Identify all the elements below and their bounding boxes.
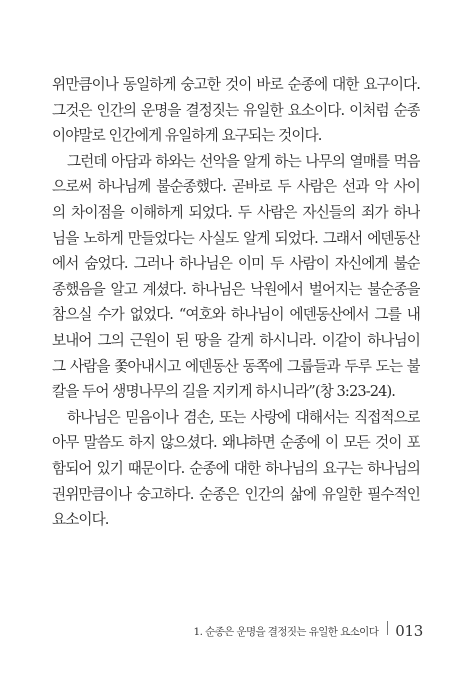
- body-line: 함되어 있기 때문이다. 순종에 대한 하나님의 요구는 하나님의: [52, 459, 420, 477]
- body-line: 으로써 하나님께 불순종했다. 곧바로 두 사람은 선과 악 사이: [52, 178, 420, 196]
- body-line: 위만큼이나 동일하게 숭고한 것이 바로 순종에 대한 요구이다.: [52, 76, 420, 93]
- body-line: 에서 숨었다. 그러나 하나님은 이미 두 사람이 자신에게 불순: [52, 255, 420, 273]
- running-title: 1. 순종은 운명을 결정짓는 유일한 요소이다: [193, 625, 379, 638]
- body-line: 그 사람을 쫓아내시고 에덴동산 동쪽에 그룹들과 두루 도는 불: [52, 357, 420, 375]
- body-line: 이야말로 인간에게 유일하게 요구되는 것이다.: [52, 127, 322, 145]
- body-line: 참으실 수가 없었다. “여호와 하나님이 에덴동산에서 그를 내: [52, 306, 420, 324]
- body-line: 권위만큼이나 숭고하다. 순종은 인간의 삶에 유일한 필수적인: [52, 485, 420, 503]
- footer-divider: [387, 621, 388, 635]
- body-line: 님을 노하게 만들었다는 사실도 알게 되었다. 그래서 에덴동산: [52, 229, 420, 247]
- body-line: 종했음을 알고 계셨다. 하나님은 낙원에서 벌어지는 불순종을: [52, 280, 420, 298]
- body-line: 요소이다.: [52, 511, 109, 529]
- body-text: [52, 72, 420, 533]
- paragraph-first-line: 하나님은 믿음이나 겸손, 또는 사랑에 대해서는 직접적으로: [67, 408, 420, 426]
- body-line: 칼을 두어 생명나무의 길을 지키게 하시니라”(창 3:23-24).: [52, 383, 396, 401]
- paragraph-first-line: 그런데 아담과 하와는 선악을 알게 하는 나무의 열매를 먹음: [67, 152, 420, 170]
- page-footer: [194, 619, 423, 643]
- page-number: 013: [395, 622, 423, 640]
- body-line: 보내어 그의 근원이 된 땅을 갈게 하시니라. 이같이 하나님이: [52, 331, 420, 349]
- body-line: 그것은 인간의 운명을 결정짓는 유일한 요소이다. 이처럼 순종: [52, 101, 420, 119]
- body-line: 아무 말씀도 하지 않으셨다. 왜냐하면 순종에 이 모든 것이 포: [52, 434, 420, 452]
- body-line: 의 차이점을 이해하게 되었다. 두 사람은 자신들의 죄가 하나: [52, 203, 420, 221]
